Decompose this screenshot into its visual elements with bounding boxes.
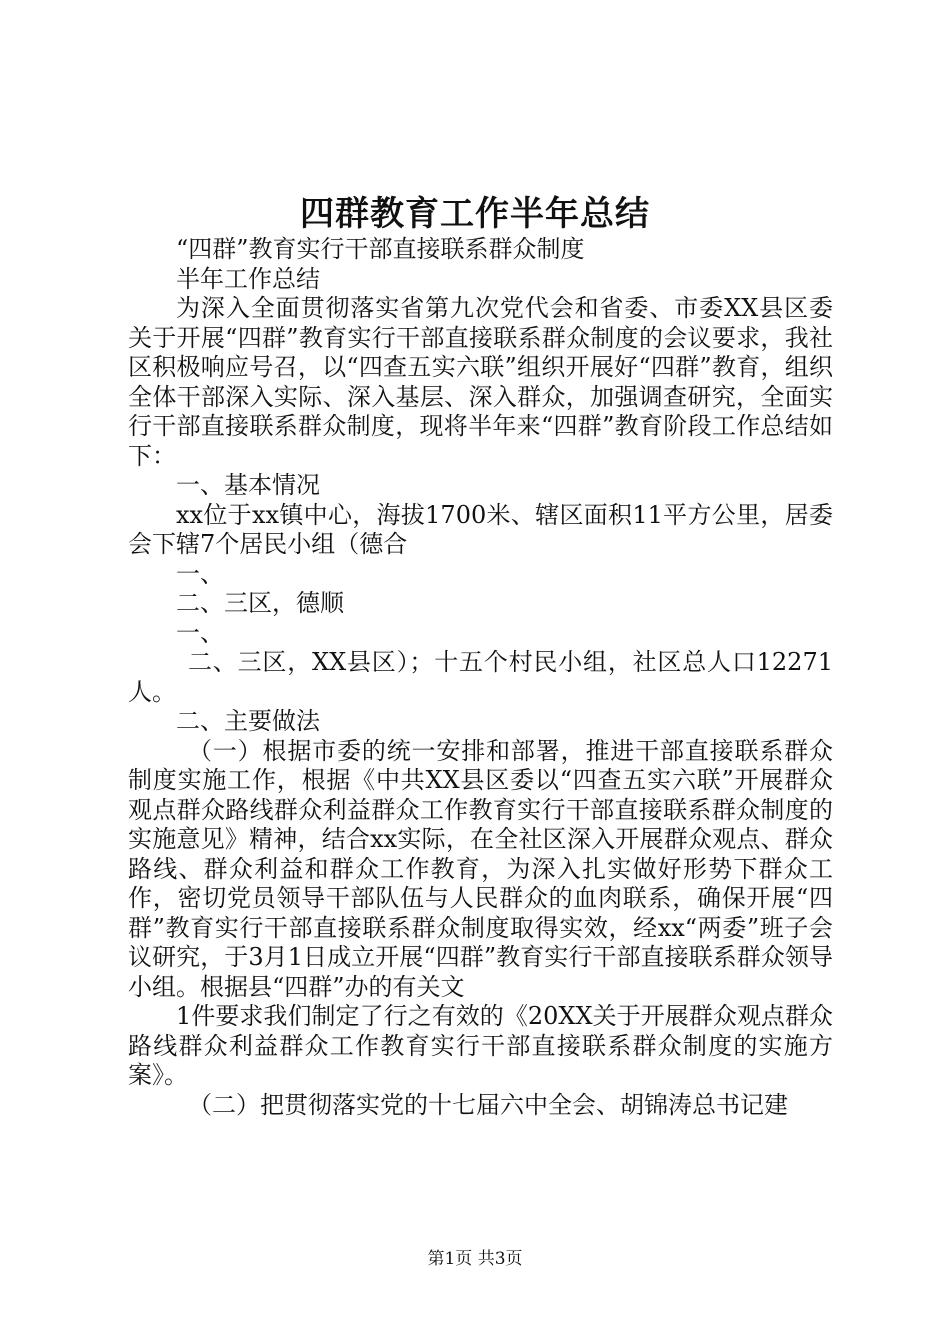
page-number: 第1页 共3页 [427,1249,523,1269]
paragraph: （一）根据市委的统一安排和部署，推进干部直接联系群众制度实施工作，根据《中共XX县区委以“四查五实六联”开展群众观点群众路线群众利益群众工作教育实行干部直接联系群众制度的实施意见》精神，结合xx实际，在全社区深入开展群众观点、群众路线、群众利益和群众工作教育，为深入扎实做好形势下群众工作，密切党员领导干部队伍与人民群众的血肉联系，确保开展“四群”教育实行干部直接联系群众制度取得实效，经xx“两委”班子会议研究，于3月1日成立开展“四群”教育实行干部直接联系群众领导小组。根据县“四群”办的有关文 [128,736,833,1001]
paragraph: 一、 [176,559,224,588]
document-body [128,235,833,1120]
paragraph: 一、基本情况 [176,471,320,499]
document-title: 四群教育工作半年总结 [300,194,650,234]
paragraph: （二）把贯彻落实党的十七届六中全会、胡锦涛总书记建 [188,1090,788,1119]
paragraph: xx位于xx镇中心，海拔1700米、辖区面积11平方公里，居委会下辖7个居民小组（德合 [128,500,833,558]
paragraph: 二、三区，德顺 [176,589,344,617]
paragraph: 一、 [176,618,224,647]
paragraph: 二、三区，XX县区）；十五个村民小组，社区总人口12271人。 [128,648,833,706]
paragraph: 1件要求我们制定了行之有效的《20XX关于开展群众观点群众路线群众利益群众工作教育实行干部直接联系群众制度的实施方案》。 [128,1002,833,1089]
paragraph: 二、主要做法 [176,707,320,735]
paragraph: 为深入全面贯彻落实省第九次党代会和省委、市委XX县区委关于开展“四群”教育实行干部直接联系群众制度的会议要求，我社区积极响应号召，以“四查五实六联”组织开展好“四群”教育，组织全体干部深入实际、深入基层、深入群众，加强调查研究，全面实行干部直接联系群众制度，现将半年来“四群”教育阶段工作总结如下： [128,294,833,470]
paragraph: “四群”教育实行干部直接联系群众制度 [176,235,585,263]
paragraph: 半年工作总结 [176,264,320,293]
